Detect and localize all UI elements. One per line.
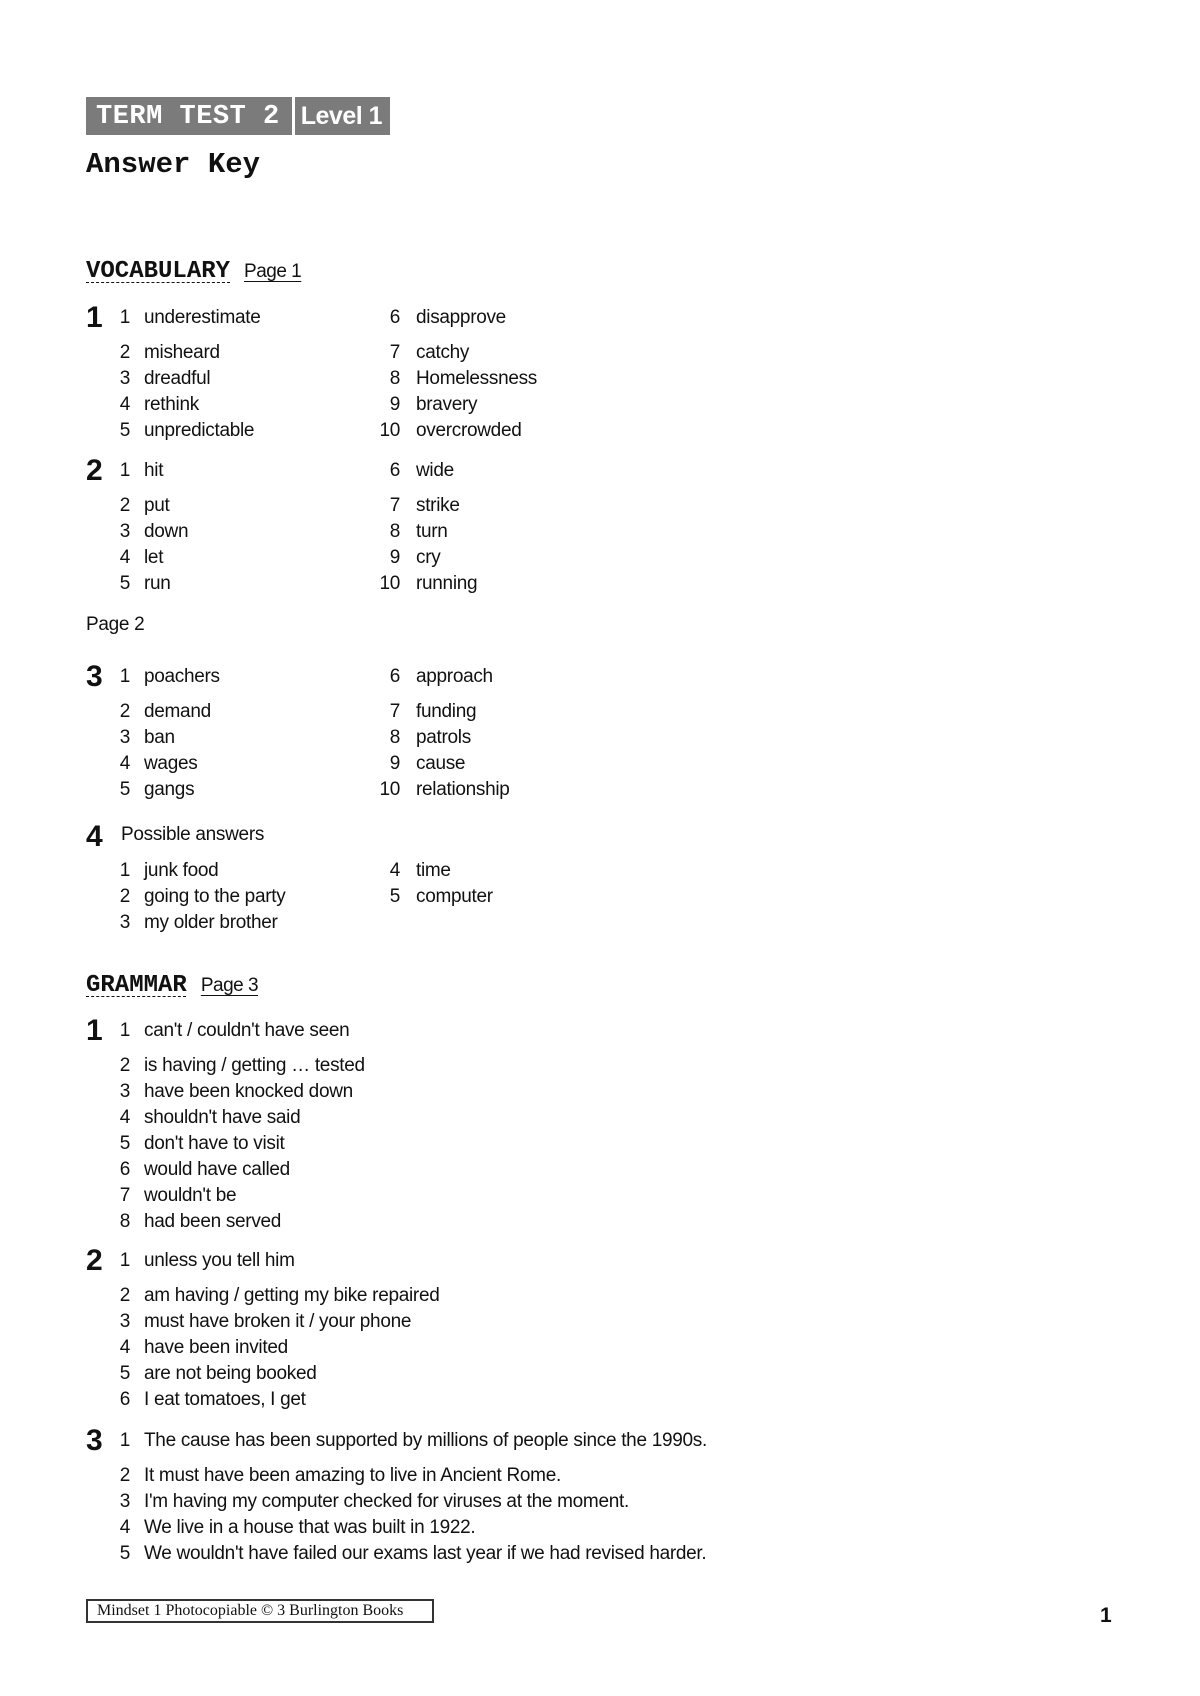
test-title: TERM TEST 2 bbox=[86, 97, 292, 135]
vocab-3-item-answer: poachers bbox=[144, 666, 220, 687]
vocab-3-item-number: 6 bbox=[389, 666, 400, 687]
vocab-2-item-answer: down bbox=[144, 521, 189, 542]
vocab-1-item-number: 10 bbox=[379, 420, 400, 441]
grammar-1-item-answer: have been knocked down bbox=[144, 1081, 353, 1102]
vocab-1-item-number: 8 bbox=[389, 368, 400, 389]
grammar-2-item-number: 1 bbox=[119, 1250, 130, 1271]
vocab-1-item-answer: overcrowded bbox=[416, 420, 522, 441]
grammar-1-item-number: 1 bbox=[119, 1020, 130, 1041]
vocab-3-item-answer: wages bbox=[144, 753, 198, 774]
grammar-1-item-answer: shouldn't have said bbox=[144, 1107, 301, 1128]
vocab-4-item-number: 2 bbox=[119, 886, 130, 907]
grammar-1-exercise-number: 1 bbox=[86, 1014, 103, 1047]
page-number: 1 bbox=[1100, 1604, 1112, 1627]
vocab-3-item-number: 2 bbox=[119, 701, 130, 722]
vocab-3-item-answer: funding bbox=[416, 701, 477, 722]
vocab-2-item-number: 7 bbox=[389, 495, 400, 516]
grammar-3-item-number: 5 bbox=[119, 1543, 130, 1564]
vocab-3-item-number: 1 bbox=[119, 666, 130, 687]
grammar-2-item-answer: must have broken it / your phone bbox=[144, 1311, 412, 1332]
vocab-2-item-answer: put bbox=[144, 495, 170, 516]
page-subtitle: Answer Key bbox=[86, 148, 261, 181]
vocab-3-item-number: 7 bbox=[389, 701, 400, 722]
vocab-3-item-number: 4 bbox=[119, 753, 130, 774]
grammar-1-item-answer: wouldn't be bbox=[144, 1185, 237, 1206]
vocab-1-item-number: 6 bbox=[389, 307, 400, 328]
grammar-1-item-answer: don't have to visit bbox=[144, 1133, 285, 1154]
grammar-1-item-answer: is having / getting … tested bbox=[144, 1055, 365, 1076]
grammar-3-item-answer: The cause has been supported by millions of people since the 1990s. bbox=[144, 1430, 707, 1451]
level-label: Level 1 bbox=[295, 97, 390, 135]
grammar-1-item-number: 4 bbox=[119, 1107, 130, 1128]
vocab-1-item-answer: disapprove bbox=[416, 307, 506, 328]
grammar-1-item-number: 2 bbox=[119, 1055, 130, 1076]
page-2-label: Page 2 bbox=[86, 614, 145, 635]
vocab-3-item-answer: demand bbox=[144, 701, 211, 722]
vocab-1-item-answer: unpredictable bbox=[144, 420, 255, 441]
grammar-2-item-number: 4 bbox=[119, 1337, 130, 1358]
vocab-1-item-number: 9 bbox=[389, 394, 400, 415]
grammar-2-item-answer: I eat tomatoes, I get bbox=[144, 1389, 306, 1410]
grammar-3-exercise-number: 3 bbox=[86, 1424, 103, 1457]
grammar-2-item-number: 5 bbox=[119, 1363, 130, 1384]
vocab-3-item-number: 5 bbox=[119, 779, 130, 800]
grammar-1-item-answer: would have called bbox=[144, 1159, 290, 1180]
vocab-4-item-number: 4 bbox=[389, 860, 400, 881]
vocab-2-item-number: 8 bbox=[389, 521, 400, 542]
grammar-1-item-number: 5 bbox=[119, 1133, 130, 1154]
vocab-1-item-number: 1 bbox=[119, 307, 130, 328]
grammar-1-item-answer: can't / couldn't have seen bbox=[144, 1020, 350, 1041]
copyright-footer: Mindset 1 Photocopiable © 3 Burlington Books bbox=[86, 1599, 434, 1623]
vocab-2-item-answer: hit bbox=[144, 460, 164, 481]
grammar-1-item-number: 7 bbox=[119, 1185, 130, 1206]
grammar-2-item-number: 6 bbox=[119, 1389, 130, 1410]
grammar-1-item-answer: had been served bbox=[144, 1211, 282, 1232]
vocab-4-item-answer: computer bbox=[416, 886, 493, 907]
vocab-1-item-answer: dreadful bbox=[144, 368, 211, 389]
vocab-2-item-number: 9 bbox=[389, 547, 400, 568]
grammar-page-label: Page 3 bbox=[200, 975, 259, 996]
grammar-3-item-answer: It must have been amazing to live in Ancient Rome. bbox=[144, 1465, 561, 1486]
grammar-1-item-number: 6 bbox=[119, 1159, 130, 1180]
vocab-3-item-number: 9 bbox=[389, 753, 400, 774]
vocab-1-item-number: 7 bbox=[389, 342, 400, 363]
grammar-3-item-answer: We live in a house that was built in 1922. bbox=[144, 1517, 476, 1538]
grammar-heading bbox=[86, 972, 258, 999]
grammar-3-item-answer: I'm having my computer checked for viruses at the moment. bbox=[144, 1491, 629, 1512]
vocab-2-item-answer: run bbox=[144, 573, 171, 594]
vocab-4-item-number: 1 bbox=[119, 860, 130, 881]
vocab-4-item-number: 5 bbox=[389, 886, 400, 907]
grammar-2-exercise-number: 2 bbox=[86, 1244, 103, 1277]
vocab-2-item-answer: let bbox=[144, 547, 164, 568]
vocab-1-item-answer: Homelessness bbox=[416, 368, 538, 389]
vocab-2-item-answer: wide bbox=[416, 460, 454, 481]
vocab-2-item-number: 2 bbox=[119, 495, 130, 516]
possible-answers-label: Possible answers bbox=[121, 824, 265, 845]
grammar-3-item-number: 1 bbox=[119, 1430, 130, 1451]
title-badge bbox=[86, 97, 390, 135]
vocab-4-item-number: 3 bbox=[119, 912, 130, 933]
vocab-3-item-answer: cause bbox=[416, 753, 466, 774]
grammar-2-item-answer: have been invited bbox=[144, 1337, 288, 1358]
grammar-3-item-number: 4 bbox=[119, 1517, 130, 1538]
vocab-2-item-number: 3 bbox=[119, 521, 130, 542]
vocab-1-item-number: 4 bbox=[119, 394, 130, 415]
vocab-3-item-answer: gangs bbox=[144, 779, 195, 800]
vocab-1-item-answer: underestimate bbox=[144, 307, 261, 328]
vocab-4-exercise-number: 4 bbox=[86, 820, 103, 853]
vocab-1-item-answer: misheard bbox=[144, 342, 220, 363]
vocab-4-item-answer: going to the party bbox=[144, 886, 286, 907]
grammar-3-item-answer: We wouldn't have failed our exams last year if we had revised harder. bbox=[144, 1543, 707, 1564]
vocab-3-item-number: 8 bbox=[389, 727, 400, 748]
vocab-2-item-answer: cry bbox=[416, 547, 441, 568]
vocab-1-item-number: 5 bbox=[119, 420, 130, 441]
vocab-2-item-number: 10 bbox=[379, 573, 400, 594]
vocab-2-exercise-number: 2 bbox=[86, 454, 103, 487]
vocab-4-item-answer: my older brother bbox=[144, 912, 278, 933]
vocab-1-item-answer: bravery bbox=[416, 394, 478, 415]
vocab-1-item-number: 2 bbox=[119, 342, 130, 363]
vocab-1-exercise-number: 1 bbox=[86, 301, 103, 334]
vocab-3-item-answer: patrols bbox=[416, 727, 471, 748]
vocab-2-item-answer: turn bbox=[416, 521, 448, 542]
vocab-4-item-answer: junk food bbox=[144, 860, 219, 881]
vocab-2-item-number: 6 bbox=[389, 460, 400, 481]
vocab-1-item-answer: catchy bbox=[416, 342, 470, 363]
grammar-title: GRAMMAR bbox=[86, 972, 187, 999]
grammar-2-item-answer: unless you tell him bbox=[144, 1250, 295, 1271]
grammar-1-item-number: 8 bbox=[119, 1211, 130, 1232]
grammar-2-item-answer: am having / getting my bike repaired bbox=[144, 1285, 440, 1306]
grammar-2-item-answer: are not being booked bbox=[144, 1363, 317, 1384]
grammar-1-item-number: 3 bbox=[119, 1081, 130, 1102]
vocab-3-item-number: 3 bbox=[119, 727, 130, 748]
vocab-2-item-number: 1 bbox=[119, 460, 130, 481]
vocab-3-item-answer: relationship bbox=[416, 779, 510, 800]
vocabulary-heading bbox=[86, 258, 301, 285]
vocab-4-item-answer: time bbox=[416, 860, 451, 881]
vocab-3-exercise-number: 3 bbox=[86, 660, 103, 693]
vocab-2-item-number: 5 bbox=[119, 573, 130, 594]
vocab-2-item-number: 4 bbox=[119, 547, 130, 568]
vocab-2-item-answer: strike bbox=[416, 495, 460, 516]
vocab-3-item-answer: ban bbox=[144, 727, 175, 748]
vocab-3-item-answer: approach bbox=[416, 666, 493, 687]
vocab-1-item-number: 3 bbox=[119, 368, 130, 389]
vocabulary-page-label: Page 1 bbox=[244, 261, 302, 282]
grammar-3-item-number: 3 bbox=[119, 1491, 130, 1512]
grammar-3-item-number: 2 bbox=[119, 1465, 130, 1486]
vocabulary-title: VOCABULARY bbox=[86, 258, 231, 285]
grammar-2-item-number: 3 bbox=[119, 1311, 130, 1332]
vocab-2-item-answer: running bbox=[416, 573, 478, 594]
vocab-3-item-number: 10 bbox=[379, 779, 400, 800]
vocab-1-item-answer: rethink bbox=[144, 394, 199, 415]
grammar-2-item-number: 2 bbox=[119, 1285, 130, 1306]
